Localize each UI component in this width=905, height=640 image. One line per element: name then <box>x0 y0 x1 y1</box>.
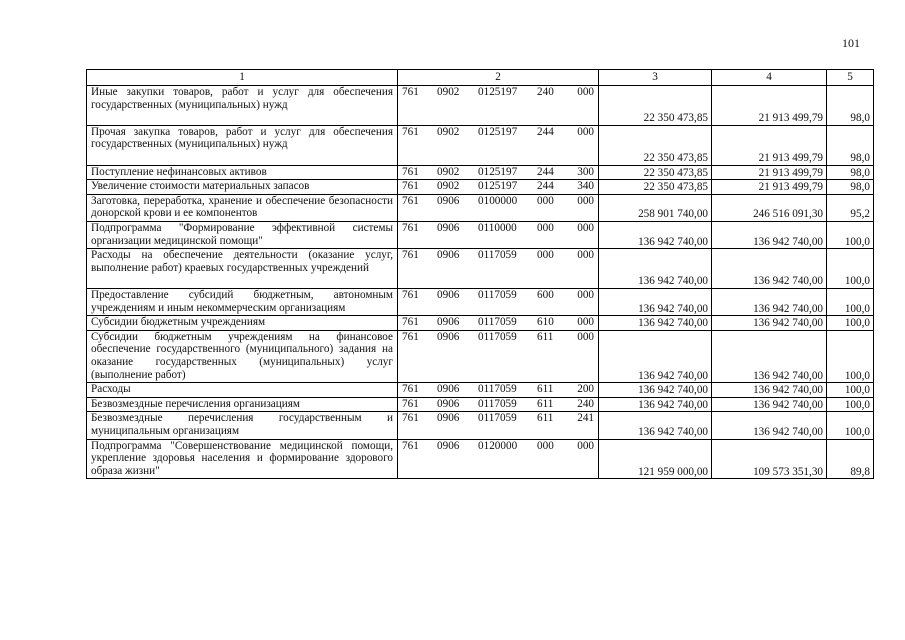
row-name: Увеличение стоимости материальных запасов <box>87 180 398 195</box>
code-section: 0906 <box>437 316 460 329</box>
row-actual-amount: 21 913 499,79 <box>712 180 827 195</box>
row-percent: 100,0 <box>827 383 874 398</box>
code-target: 0125197 <box>478 180 518 193</box>
row-codes <box>398 194 599 221</box>
row-name: Поступление нефинансовых активов <box>87 165 398 180</box>
row-codes <box>398 397 599 412</box>
row-percent: 100,0 <box>827 397 874 412</box>
row-planned-amount: 22 350 473,85 <box>599 165 712 180</box>
code-kind: 600 <box>537 288 554 301</box>
code-class: 240 <box>577 397 594 410</box>
row-actual-amount: 21 913 499,79 <box>712 86 827 126</box>
code-section: 0906 <box>437 249 460 262</box>
table-row <box>87 330 874 382</box>
code-target: 0117059 <box>478 288 517 301</box>
row-percent: 95,2 <box>827 194 874 221</box>
code-section: 0906 <box>437 383 460 396</box>
row-percent: 89,8 <box>827 439 874 479</box>
table-row <box>87 412 874 439</box>
code-kind: 611 <box>537 397 554 410</box>
row-planned-amount: 121 959 000,00 <box>599 439 712 479</box>
code-admin: 761 <box>402 288 419 301</box>
code-kind: 000 <box>537 439 554 452</box>
row-codes <box>398 165 599 180</box>
table-row <box>87 397 874 412</box>
table-row <box>87 383 874 398</box>
row-actual-amount: 136 942 740,00 <box>712 412 827 439</box>
row-planned-amount: 136 942 740,00 <box>599 397 712 412</box>
code-kind: 611 <box>537 412 554 425</box>
code-kind: 611 <box>537 330 554 343</box>
row-percent: 100,0 <box>827 221 874 248</box>
row-codes <box>398 383 599 398</box>
row-name: Иные закупки товаров, работ и услуг для обеспечения государственных (муниципальных) нужд <box>87 86 398 126</box>
code-section: 0906 <box>437 397 460 410</box>
code-target: 0110000 <box>478 221 517 234</box>
table-row <box>87 194 874 221</box>
row-actual-amount: 136 942 740,00 <box>712 316 827 331</box>
code-admin: 761 <box>402 221 419 234</box>
row-actual-amount: 109 573 351,30 <box>712 439 827 479</box>
row-codes <box>398 316 599 331</box>
row-percent: 98,0 <box>827 165 874 180</box>
code-target: 0100000 <box>478 194 518 207</box>
row-percent: 100,0 <box>827 288 874 315</box>
row-actual-amount: 21 913 499,79 <box>712 125 827 165</box>
code-admin: 761 <box>402 316 419 329</box>
row-percent: 98,0 <box>827 86 874 126</box>
row-codes <box>398 180 599 195</box>
code-class: 241 <box>577 412 594 425</box>
code-section: 0906 <box>437 412 460 425</box>
code-section: 0902 <box>437 86 460 98</box>
code-target: 0125197 <box>478 165 518 178</box>
header-col-4: 4 <box>712 70 827 86</box>
row-codes <box>398 412 599 439</box>
code-admin: 761 <box>402 180 419 193</box>
row-actual-amount: 246 516 091,30 <box>712 194 827 221</box>
table-row <box>87 249 874 289</box>
code-section: 0906 <box>437 439 460 452</box>
row-name: Субсидии бюджетным учреждениям <box>87 316 398 331</box>
table-row <box>87 125 874 165</box>
row-codes <box>398 439 599 479</box>
code-target: 0117059 <box>478 249 517 262</box>
table-row <box>87 86 874 126</box>
table-row <box>87 316 874 331</box>
code-kind: 000 <box>537 194 554 207</box>
code-kind: 244 <box>537 125 554 138</box>
code-section: 0906 <box>437 288 460 301</box>
code-class: 000 <box>577 439 594 452</box>
budget-table <box>86 69 874 479</box>
header-col-2: 2 <box>398 70 599 86</box>
code-admin: 761 <box>402 412 419 425</box>
header-col-1: 1 <box>87 70 398 86</box>
row-name: Безвозмездные перечисления государственным и муниципальным организациям <box>87 412 398 439</box>
row-codes <box>398 288 599 315</box>
code-class: 000 <box>577 221 594 234</box>
row-planned-amount: 136 942 740,00 <box>599 221 712 248</box>
row-actual-amount: 136 942 740,00 <box>712 249 827 289</box>
row-actual-amount: 136 942 740,00 <box>712 330 827 382</box>
row-name: Подпрограмма "Формирование эффективной системы организации медицинской помощи" <box>87 221 398 248</box>
code-kind: 610 <box>537 316 554 329</box>
code-class: 000 <box>577 288 594 301</box>
code-admin: 761 <box>402 439 419 452</box>
row-planned-amount: 136 942 740,00 <box>599 316 712 331</box>
row-actual-amount: 21 913 499,79 <box>712 165 827 180</box>
table-row <box>87 221 874 248</box>
code-target: 0120000 <box>478 439 518 452</box>
code-class: 000 <box>577 330 594 343</box>
header-col-3: 3 <box>599 70 712 86</box>
code-class: 000 <box>577 249 594 262</box>
row-actual-amount: 136 942 740,00 <box>712 288 827 315</box>
code-target: 0117059 <box>478 397 517 410</box>
row-planned-amount: 136 942 740,00 <box>599 330 712 382</box>
header-col-5: 5 <box>827 70 874 86</box>
code-class: 340 <box>577 180 594 193</box>
row-name: Прочая закупка товаров, работ и услуг для обеспечения государственных (муниципальных) нужд <box>87 125 398 165</box>
code-section: 0902 <box>437 125 460 138</box>
code-admin: 761 <box>402 330 419 343</box>
row-name: Подпрограмма "Совершенствование медицинской помощи, укрепление здоровья населения и формирование здорового образа жизни" <box>87 439 398 479</box>
code-section: 0902 <box>437 165 460 178</box>
row-percent: 98,0 <box>827 180 874 195</box>
row-percent: 100,0 <box>827 316 874 331</box>
row-planned-amount: 136 942 740,00 <box>599 288 712 315</box>
code-kind: 244 <box>537 165 554 178</box>
code-class: 000 <box>577 316 594 329</box>
row-name: Расходы <box>87 383 398 398</box>
code-admin: 761 <box>402 125 419 138</box>
code-kind: 244 <box>537 180 554 193</box>
row-planned-amount: 136 942 740,00 <box>599 412 712 439</box>
code-section: 0906 <box>437 221 460 234</box>
row-actual-amount: 136 942 740,00 <box>712 221 827 248</box>
code-admin: 761 <box>402 397 419 410</box>
row-name: Расходы на обеспечение деятельности (оказание услуг, выполнение работ) краевых государственных учреждений <box>87 249 398 289</box>
row-codes <box>398 249 599 289</box>
code-kind: 000 <box>537 221 554 234</box>
table-row <box>87 180 874 195</box>
row-planned-amount: 136 942 740,00 <box>599 249 712 289</box>
page-number: 101 <box>842 36 860 50</box>
code-admin: 761 <box>402 165 419 178</box>
header-row <box>87 70 874 86</box>
row-planned-amount: 258 901 740,00 <box>599 194 712 221</box>
code-section: 0906 <box>437 194 460 207</box>
row-name: Предоставление субсидий бюджетным, автономным учреждениям и иным некоммерческим организациям <box>87 288 398 315</box>
row-codes <box>398 330 599 382</box>
code-kind: 240 <box>537 86 554 98</box>
code-target: 0125197 <box>478 86 518 98</box>
row-percent: 98,0 <box>827 125 874 165</box>
code-target: 0117059 <box>478 383 517 396</box>
table-body <box>87 86 874 479</box>
row-codes <box>398 86 599 126</box>
code-target: 0125197 <box>478 125 518 138</box>
row-actual-amount: 136 942 740,00 <box>712 383 827 398</box>
row-name: Заготовка, переработка, хранение и обеспечение безопасности донорской крови и ее компонентов <box>87 194 398 221</box>
row-planned-amount: 22 350 473,85 <box>599 180 712 195</box>
code-class: 000 <box>577 86 594 98</box>
row-planned-amount: 22 350 473,85 <box>599 86 712 126</box>
row-actual-amount: 136 942 740,00 <box>712 397 827 412</box>
row-percent: 100,0 <box>827 330 874 382</box>
code-section: 0906 <box>437 330 460 343</box>
row-name: Субсидии бюджетным учреждениям на финансовое обеспечение государственного (муниципального) задания на оказание государственных (муниципальных) услуг (выполнение работ) <box>87 330 398 382</box>
code-class: 300 <box>577 165 594 178</box>
code-admin: 761 <box>402 383 419 396</box>
row-codes <box>398 221 599 248</box>
code-admin: 761 <box>402 194 419 207</box>
row-percent: 100,0 <box>827 412 874 439</box>
code-class: 000 <box>577 125 594 138</box>
row-planned-amount: 22 350 473,85 <box>599 125 712 165</box>
table-row <box>87 288 874 315</box>
row-percent: 100,0 <box>827 249 874 289</box>
code-target: 0117059 <box>478 316 517 329</box>
code-kind: 611 <box>537 383 554 396</box>
code-class: 000 <box>577 194 594 207</box>
table-row <box>87 165 874 180</box>
code-target: 0117059 <box>478 412 517 425</box>
code-kind: 000 <box>537 249 554 262</box>
code-admin: 761 <box>402 86 419 98</box>
row-codes <box>398 125 599 165</box>
row-name: Безвозмездные перечисления организациям <box>87 397 398 412</box>
code-class: 200 <box>577 383 594 396</box>
code-admin: 761 <box>402 249 419 262</box>
code-target: 0117059 <box>478 330 517 343</box>
row-planned-amount: 136 942 740,00 <box>599 383 712 398</box>
table-row <box>87 439 874 479</box>
code-section: 0902 <box>437 180 460 193</box>
